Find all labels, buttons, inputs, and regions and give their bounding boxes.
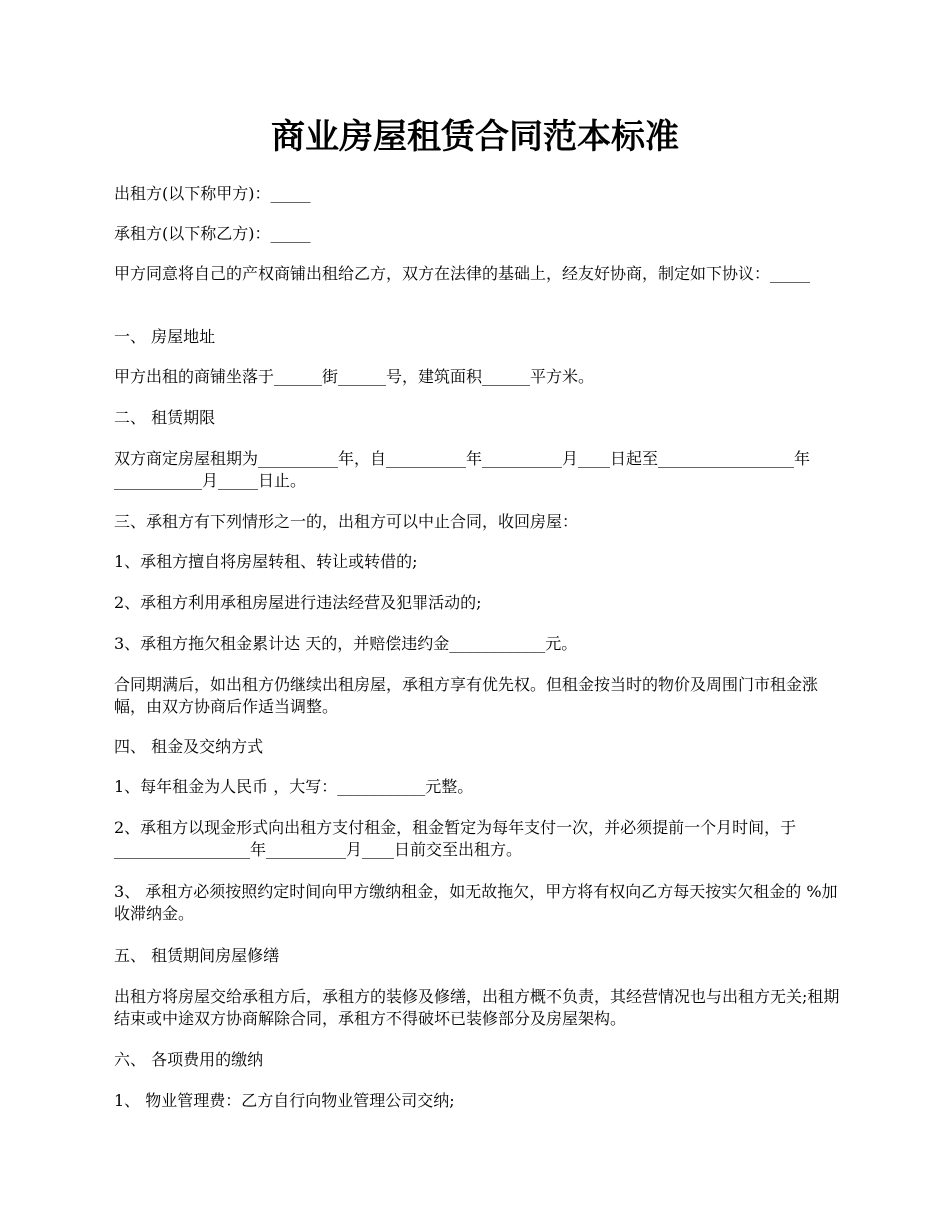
paragraph-termination-1: 1、承租方擅自将房屋转租、转让或转借的; — [114, 552, 418, 571]
section-heading-address: 一、 房屋地址 — [114, 327, 216, 346]
section-heading-fees: 六、 各项费用的缴纳 — [114, 1050, 264, 1069]
paragraph-rent-2: 2、承租方以现金形式向出租方支付租金，租金暂定为每年支付一次，并必须提前一个月时间，于_________________年__________月____日前交至出租方。 — [114, 818, 797, 859]
section-heading-repair: 五、 租赁期间房屋修缮 — [114, 946, 280, 965]
paragraph-agreement-intro: 甲方同意将自己的产权商铺出租给乙方，双方在法律的基础上，经友好协商，制定如下协议：_____ — [114, 264, 811, 283]
paragraph-fees-1: 1、 物业管理费：乙方自行向物业管理公司交纳; — [114, 1091, 455, 1110]
paragraph-lessor: 出租方(以下称甲方)：_____ — [114, 184, 311, 203]
paragraph-rent-1: 1、每年租金为人民币 ，大写：___________元整。 — [114, 777, 474, 796]
paragraph-repair: 出租方将房屋交给承租方后，承租方的装修及修缮，出租方概不负责，其经营情况也与出租方无关;租期结束或中途双方协商解除合同，承租方不得破坏已装修部分及房屋架构。 — [114, 987, 840, 1028]
paragraph-termination-2: 2、承租方利用承租房屋进行违法经营及犯罪活动的; — [114, 593, 482, 612]
section-heading-termination: 三、承租方有下列情形之一的，出租方可以中止合同，收回房屋： — [114, 512, 579, 531]
paragraph-termination-3: 3、承租方拖欠租金累计达 天的，并赔偿违约金____________元。 — [114, 634, 578, 653]
section-heading-term: 二、 租赁期限 — [114, 408, 216, 427]
section-heading-rent: 四、 租金及交纳方式 — [114, 737, 264, 756]
paragraph-term: 双方商定房屋租期为__________年，自__________年__________月____日起至_________________年___________月_____日止。 — [114, 449, 811, 490]
paragraph-address: 甲方出租的商铺坐落于______街______号，建筑面积______平方米。 — [114, 367, 595, 386]
document-title: 商业房屋租赁合同范本标准 — [271, 117, 679, 157]
paragraph-renewal: 合同期满后，如出租方仍继续出租房屋，承租方享有优先权。但租金按当时的物价及周围门市租金涨幅，由双方协商后作适当调整。 — [114, 675, 819, 716]
paragraph-lessee: 承租方(以下称乙方)：_____ — [114, 224, 311, 243]
paragraph-rent-3: 3、 承租方必须按照约定时间向甲方缴纳租金，如无故拖欠，甲方将有权向乙方每天按实欠租金的 %加收滞纳金。 — [114, 882, 838, 923]
